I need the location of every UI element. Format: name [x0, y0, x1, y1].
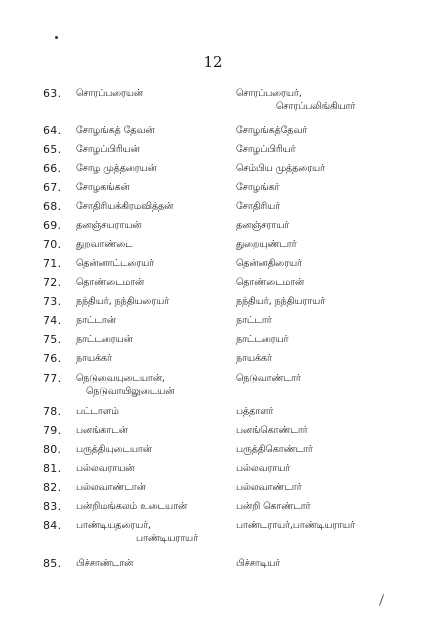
entry-left-name: சோழகங்கன் [76, 182, 130, 193]
entry-right-name: சோழங்கர் [236, 182, 280, 193]
entry-right-name: நாட்டரையர் [236, 334, 289, 345]
entry-right-name: தென்னதிரையர் [236, 258, 302, 269]
entry-number: 66. [43, 162, 62, 175]
entry-right-name: நெடுவாண்டார் [236, 373, 301, 384]
entry-left-name: பல்லவாண்டான் [76, 482, 146, 493]
entry-right-name: பனங்கொண்டார் [236, 425, 308, 436]
entry-right-name: சோழப்பிரியர் [236, 144, 296, 155]
entry-left-name: பட்டாளம் [76, 406, 119, 417]
entry-number: 74. [43, 314, 62, 327]
entry-number: 84. [43, 519, 62, 532]
entry-left-name: நாட்டான் [76, 315, 116, 326]
entry-right-name: பருத்திகொண்டார் [236, 444, 313, 455]
pencil-mark [379, 594, 384, 606]
entry-number: 77. [43, 372, 62, 385]
entry-left-name: சொரப்பரையன் [76, 88, 144, 99]
entry-left-name: பன்றிமங்கலம் உடையான் [76, 501, 188, 512]
entry-number: 76. [43, 352, 62, 365]
entry-right-name: சொரப்பரையர், [236, 88, 302, 99]
entry-left-name: சோழ முத்தரையன் [76, 163, 157, 174]
entry-right-name: பல்லவாண்டார் [236, 482, 302, 493]
entry-right-name: சோதிரியர் [236, 201, 281, 212]
entry-number: 64. [43, 124, 62, 137]
entry-left-name: நாட்டரையன் [76, 334, 133, 345]
entry-right-name: நாட்டார் [236, 315, 272, 326]
entry-left-name: பாண்டியதரையர், [76, 520, 152, 531]
entry-left-name: நந்தியர், நந்தியரையர் [76, 296, 170, 307]
entry-left-name: பருத்தியுடையான் [76, 444, 152, 455]
entry-number: 75. [43, 333, 62, 346]
entry-right-name: நாயக்கர் [236, 353, 272, 364]
entry-number: 67. [43, 181, 62, 194]
entry-right-name: தனஞ்சராயர் [236, 220, 290, 231]
page-number: 12 [203, 53, 223, 71]
entry-number: 78. [43, 405, 62, 418]
entry-left-name: நெடுவையுடையான், [76, 373, 165, 384]
entry-left-name: தொண்டைமான் [76, 277, 145, 288]
entry-left-name: பல்லவராயன் [76, 463, 135, 474]
ink-dot [55, 36, 58, 39]
entry-left-name: சோழங்கத் தேவன் [76, 125, 155, 136]
entry-right-name: நந்தியர், நந்தியராயர் [236, 296, 326, 307]
entry-number: 70. [43, 238, 62, 251]
entry-number: 82. [43, 481, 62, 494]
entry-left-name: சோதிரியக்கிரமவித்தன் [76, 201, 174, 212]
entry-right-name: பல்லவராயர் [236, 463, 291, 474]
entry-left-name-continued: நெடுவாயிலுடையன் [86, 386, 175, 397]
entry-right-name: தொண்டைமான் [236, 277, 305, 288]
entry-right-name: பிச்சாடியர் [236, 558, 281, 569]
entry-number: 69. [43, 219, 62, 232]
entry-number: 80. [43, 443, 62, 456]
entry-right-name: பத்தாளர் [236, 406, 274, 417]
entry-number: 85. [43, 557, 62, 570]
entry-number: 83. [43, 500, 62, 513]
entry-number: 71. [43, 257, 62, 270]
entry-left-name: தனஞ்சயராயன் [76, 220, 142, 231]
entry-number: 73. [43, 295, 62, 308]
entry-left-name-continued: பாண்டியராயர் [136, 533, 198, 544]
entry-right-name: பாண்டராயர்,பாண்டியராயர் [236, 520, 355, 531]
entry-left-name: துறவாண்டை [76, 239, 133, 250]
entry-right-name: செம்பிய முத்தரையர் [236, 163, 325, 174]
entry-number: 68. [43, 200, 62, 213]
entry-number: 81. [43, 462, 62, 475]
entry-left-name: பனங்காடன் [76, 425, 128, 436]
entry-number: 79. [43, 424, 62, 437]
entry-right-name: சோழங்கத்தேவர் [236, 125, 308, 136]
entry-number: 63. [43, 87, 62, 100]
entry-left-name: பிச்சாண்டான் [76, 558, 134, 569]
entry-number: 72. [43, 276, 62, 289]
entry-left-name: நாயக்கர் [76, 353, 112, 364]
entry-right-name: பன்றி கொண்டார் [236, 501, 311, 512]
entry-left-name: சோழப்பிரியன் [76, 144, 140, 155]
entry-right-name-continued: சொரப்பலிங்கியார் [276, 101, 356, 112]
entry-left-name: தென்னாட்டரையர் [76, 258, 155, 269]
entry-right-name: துறையுண்டார் [236, 239, 297, 250]
entry-number: 65. [43, 143, 62, 156]
